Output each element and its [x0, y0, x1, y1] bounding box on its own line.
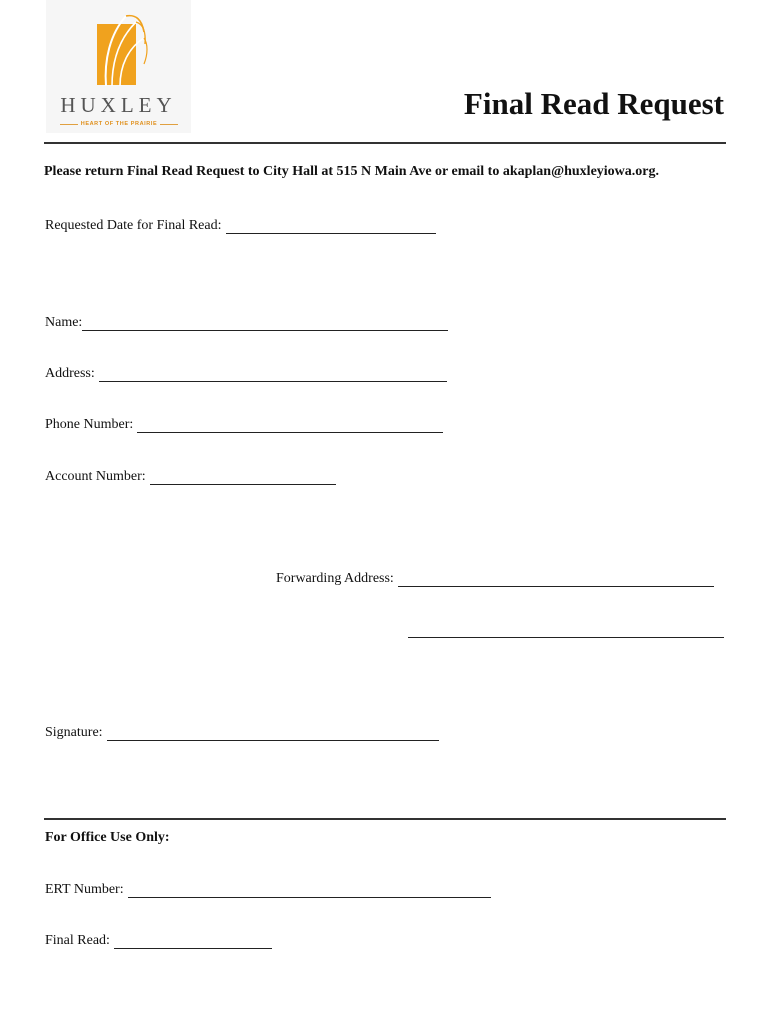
- name-field: [45, 315, 448, 331]
- signature-input[interactable]: [107, 725, 439, 741]
- instructions-text: Please return Final Read Request to City Hall at 515 N Main Ave or email to akaplan@huxleyiowa.org.: [44, 164, 659, 179]
- logo-tagline-rule: [160, 124, 178, 125]
- phone-input[interactable]: [137, 417, 443, 433]
- requested-date-input[interactable]: [226, 218, 436, 234]
- huxley-logo-mark-icon: [46, 10, 191, 90]
- final-read-input[interactable]: [114, 933, 272, 949]
- account-label: Account Number:: [45, 469, 146, 484]
- signature-field: [45, 725, 439, 741]
- forwarding-address-field: [276, 571, 714, 587]
- name-input[interactable]: [82, 315, 448, 331]
- account-input[interactable]: [150, 469, 336, 485]
- forwarding-address-line2-field: [408, 622, 724, 638]
- ert-number-input[interactable]: [128, 882, 491, 898]
- requested-date-field: [45, 218, 436, 234]
- account-field: [45, 469, 336, 485]
- forwarding-address-line2-input[interactable]: [408, 622, 724, 638]
- signature-label: Signature:: [45, 725, 103, 740]
- office-use-heading: For Office Use Only:: [45, 830, 170, 845]
- final-read-field: [45, 933, 272, 949]
- name-label: Name:: [45, 315, 83, 330]
- logo-tagline-rule: [60, 124, 78, 125]
- page-title: Final Read Request: [463, 86, 724, 121]
- logo-tagline-row: [60, 119, 178, 129]
- forwarding-address-input[interactable]: [398, 571, 714, 587]
- forwarding-address-label: Forwarding Address:: [276, 571, 394, 586]
- header-divider: [44, 142, 726, 144]
- requested-date-label: Requested Date for Final Read:: [45, 218, 222, 233]
- address-field: [45, 366, 447, 382]
- address-label: Address:: [45, 366, 95, 381]
- office-use-divider: [44, 818, 726, 820]
- ert-number-field: [45, 882, 491, 898]
- phone-field: [45, 417, 443, 433]
- logo-tagline: HEART OF THE PRAIRIE: [80, 121, 158, 127]
- final-read-label: Final Read:: [45, 933, 110, 948]
- phone-label: Phone Number:: [45, 417, 134, 432]
- ert-number-label: ERT Number:: [45, 882, 124, 897]
- logo-name: HUXLEY: [60, 93, 177, 117]
- address-input[interactable]: [99, 366, 447, 382]
